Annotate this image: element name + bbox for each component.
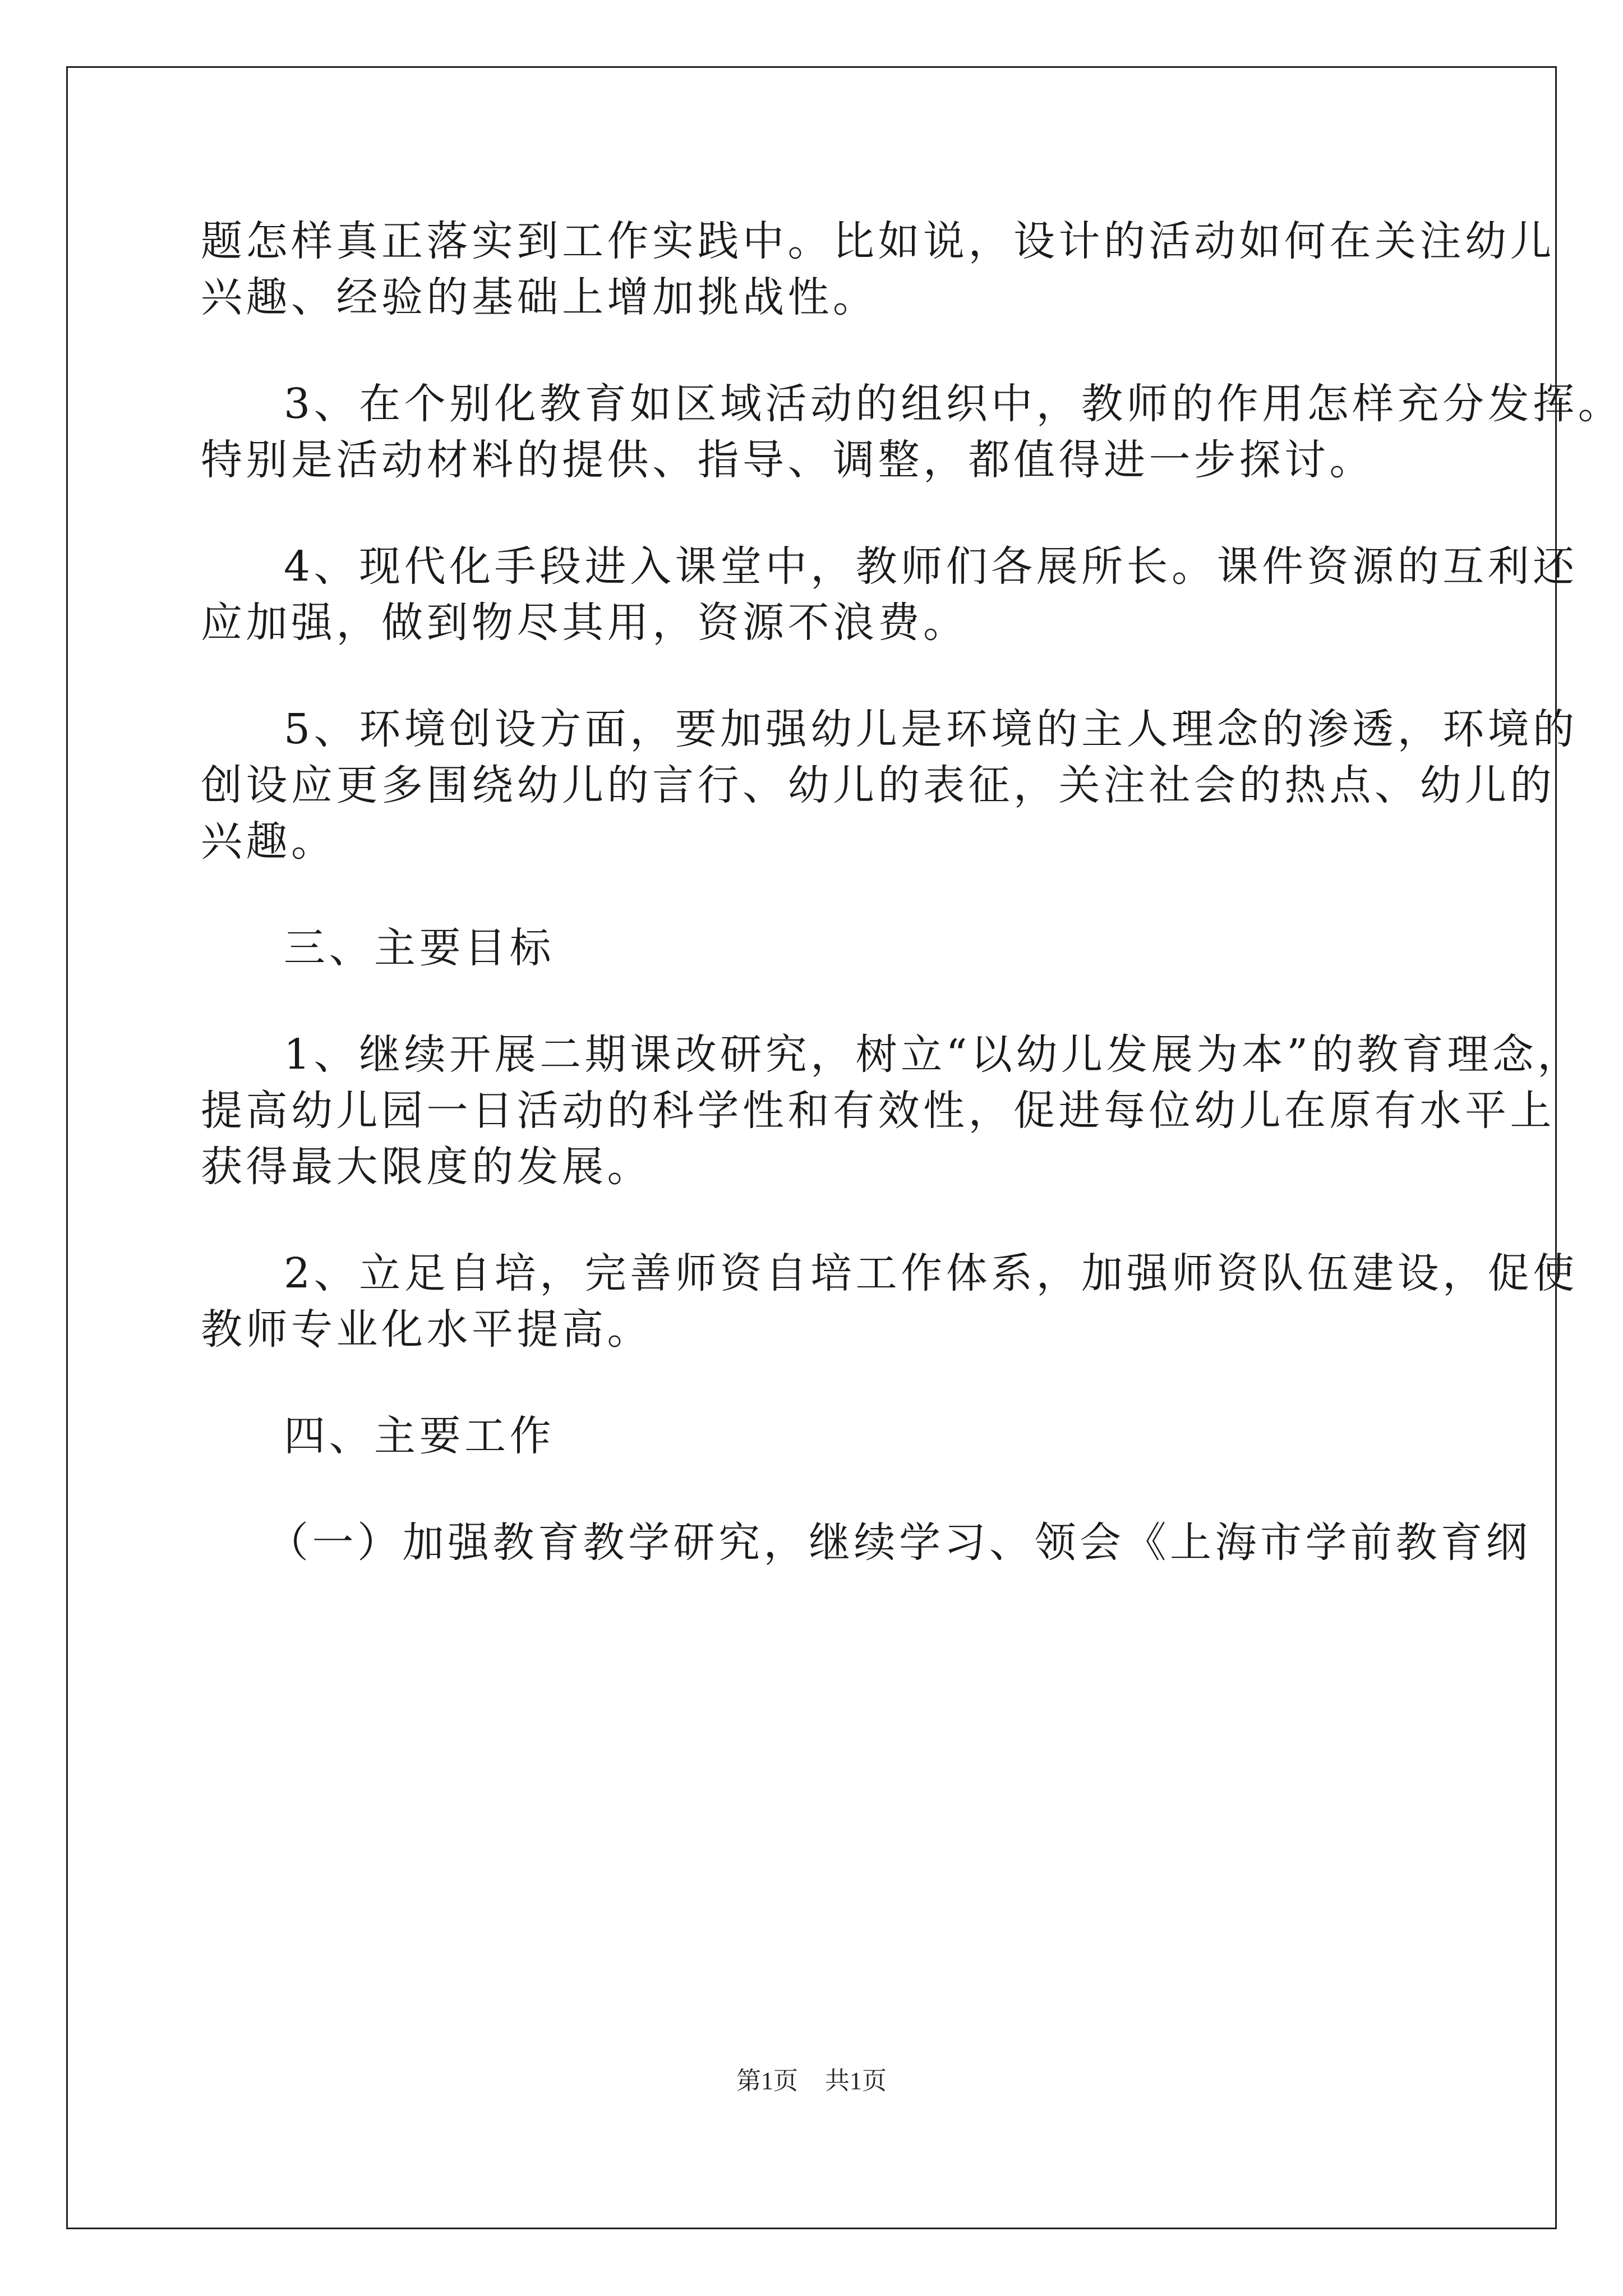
- paragraph-goal-1: [201, 1027, 1583, 1195]
- text-line: 题怎样真正落实到工作实践中。比如说，设计的活动如何在关注幼儿: [201, 217, 1555, 265]
- text-line: （一）加强教育教学研究，继续学习、领会《上海市学前教育纲: [267, 1519, 1531, 1567]
- text-line: 获得最大限度的发展。: [201, 1143, 652, 1191]
- page-number: 第1页: [736, 2067, 798, 2095]
- paragraph-item-5: [201, 701, 1578, 869]
- text-line: 兴趣、经验的基础上增加挑战性。: [201, 273, 878, 321]
- text-line: 1、继续开展二期课改研究，树立“以幼儿发展为本”的教育理念，: [284, 1030, 1583, 1079]
- text-line: 5、环境创设方面，要加强幼儿是环境的主人理念的渗透，环境的: [284, 705, 1578, 753]
- text-line: 教师专业化水平提高。: [201, 1305, 652, 1354]
- section-heading: 三、主要目标: [284, 924, 555, 972]
- text-line: 兴趣。: [201, 817, 336, 866]
- text-line: 提高幼儿园一日活动的科学性和有效性，促进每位幼儿在原有水平上: [201, 1087, 1555, 1135]
- text-line: 2、立足自培，完善师资自培工作体系，加强师资队伍建设，促使: [284, 1249, 1578, 1297]
- paragraph-goal-2: [201, 1245, 1578, 1358]
- document-body: [201, 213, 1623, 1571]
- section-heading-goals: [201, 920, 1423, 976]
- page-total: 共1页: [825, 2067, 887, 2095]
- text-line: 3、在个别化教育如区域活动的组织中，教师的作用怎样充分发挥。: [284, 380, 1623, 428]
- paragraph-work-1: [201, 1515, 1531, 1571]
- text-line: 特别是活动材料的提供、指导、调整，都值得进一步探讨。: [201, 436, 1375, 484]
- text-line: 4、现代化手段进入课堂中，教师们各展所长。课件资源的互利还: [284, 542, 1578, 591]
- paragraph-continuation: [201, 213, 1555, 325]
- paragraph-item-4: [201, 539, 1578, 651]
- section-heading-work: [201, 1408, 1423, 1464]
- paragraph-item-3: [201, 376, 1623, 488]
- text-line: 应加强，做到物尽其用，资源不浪费。: [201, 599, 969, 647]
- text-line: 创设应更多围绕幼儿的言行、幼儿的表征，关注社会的热点、幼儿的: [201, 761, 1555, 809]
- page-footer: [0, 2064, 1623, 2098]
- section-heading: 四、主要工作: [284, 1412, 555, 1460]
